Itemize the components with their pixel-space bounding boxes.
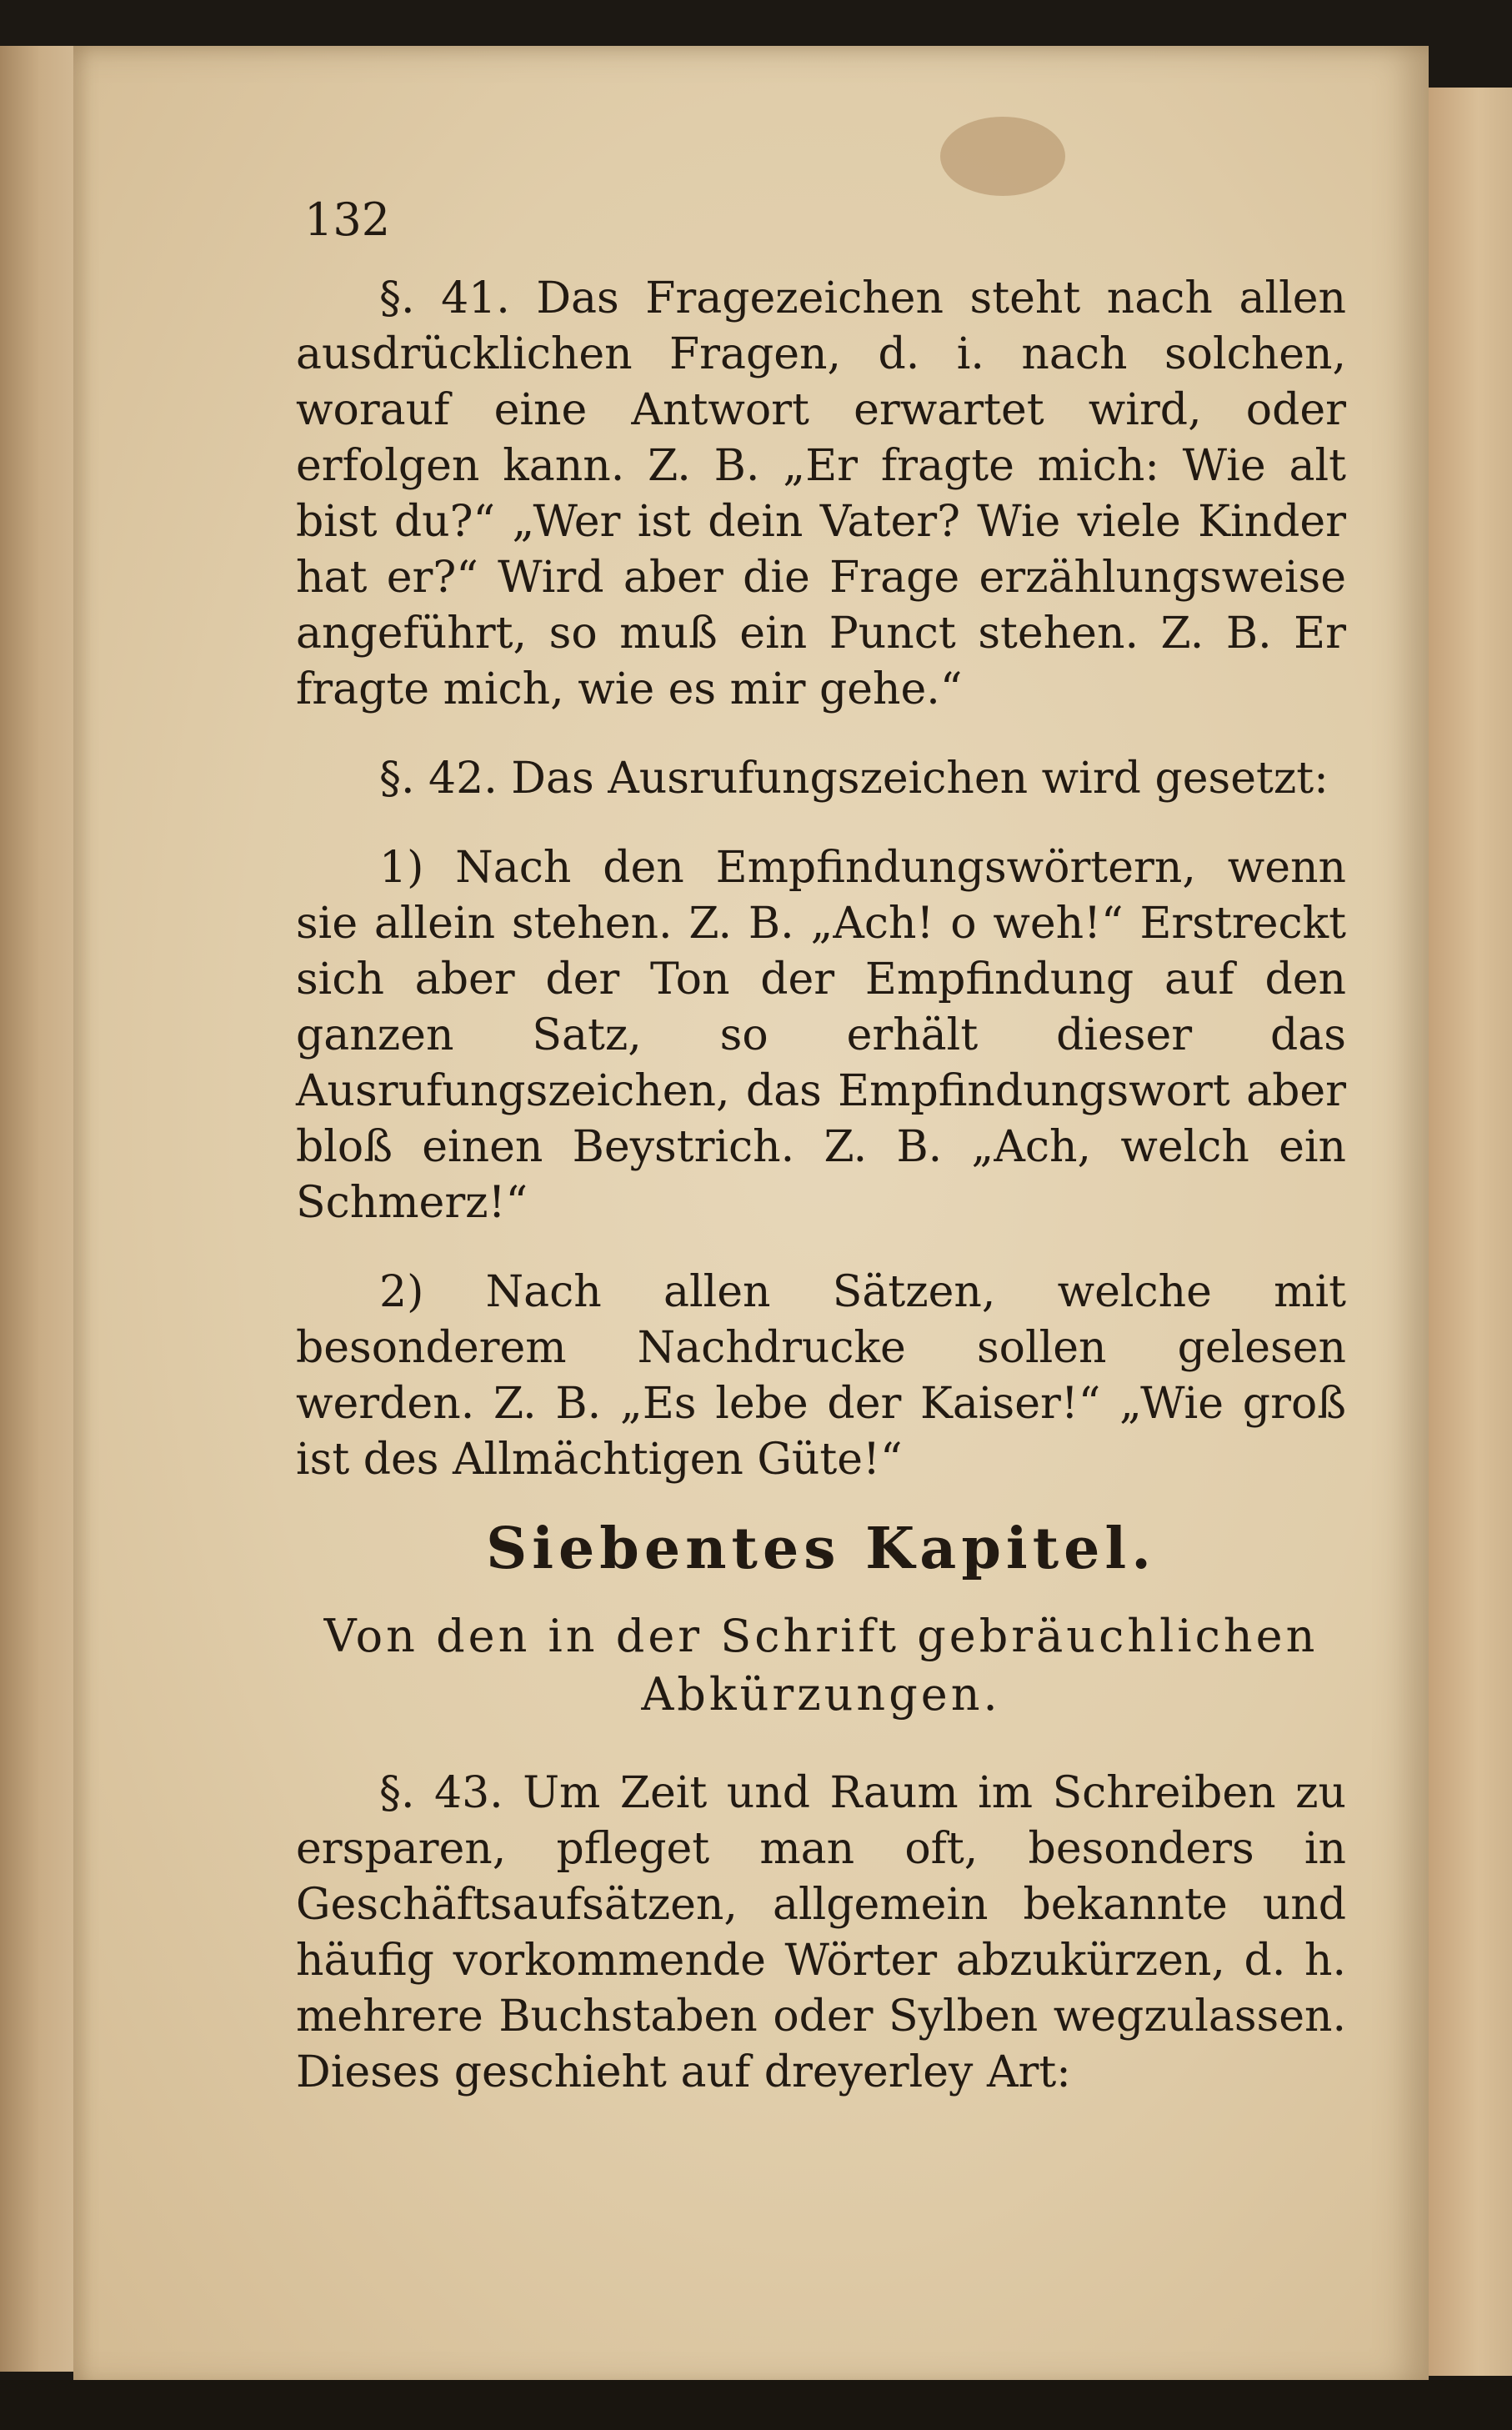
- next-page-edge: [1429, 88, 1512, 2376]
- scan-bottom-edge: [0, 2380, 1512, 2430]
- paragraph-43: [296, 1766, 1346, 2101]
- section-42-item-1: 1) Nach den Empfindungswörtern, wenn sie allein stehen. Z. B. „Ach! o weh!“ Erstreckt sich aber der Ton der Empfindung auf den ganzen Satz, so erhält dieser das Ausrufungszeichen, das Empfindungswort aber bloß einen Beystrich. Z. B. „Ach, welch ein Schmerz!“: [296, 843, 1346, 1228]
- section-41-text: §. 41. Das Fragezeichen steht nach allen ausdrücklichen Fragen, d. i. nach solchen, worauf eine Antwort erwartet wird, oder erfolgen kann. Z. B. „Er fragte mich: Wie alt bist du?“ „Wer ist dein Vater? Wie viele Kinder hat er?“ Wird aber die Frage erzählungsweise angeführt, so muß ein Punct stehen. Z. B. Er fragte mich, wie es mir gehe.“: [296, 273, 1346, 714]
- paragraph-42-1: [296, 840, 1346, 1231]
- paragraph-41: [296, 271, 1346, 718]
- paper-stain: [940, 117, 1065, 196]
- chapter-title: Siebentes Kapitel.: [486, 1516, 1156, 1582]
- section-43-text: §. 43. Um Zeit und Raum im Schreiben zu ersparen, pfleget man oft, besonders in Geschäftsaufsätzen, allgemein bekannte und häufig vorkommende Wörter abzukürzen, d. h. mehrere Buchstaben oder Sylben wegzulassen. Dieses geschieht auf dreyerley Art:: [296, 1768, 1346, 2097]
- chapter-subtitle: Von den in der Schrift gebräuchlichen Abkürzungen.: [323, 1610, 1319, 1721]
- section-42-text: §. 42. Das Ausrufungszeichen wird gesetzt:: [379, 754, 1329, 804]
- section-42-item-2: 2) Nach allen Sätzen, welche mit besonderem Nachdrucke sollen gelesen werden. Z. B. „Es lebe der Kaiser!“ „Wie groß ist des Allmächtigen Güte!“: [296, 1267, 1346, 1485]
- page-number: 132: [304, 193, 391, 246]
- paragraph-42: [296, 751, 1346, 807]
- page-text: [296, 192, 1346, 2134]
- paragraph-42-2: [296, 1265, 1346, 1488]
